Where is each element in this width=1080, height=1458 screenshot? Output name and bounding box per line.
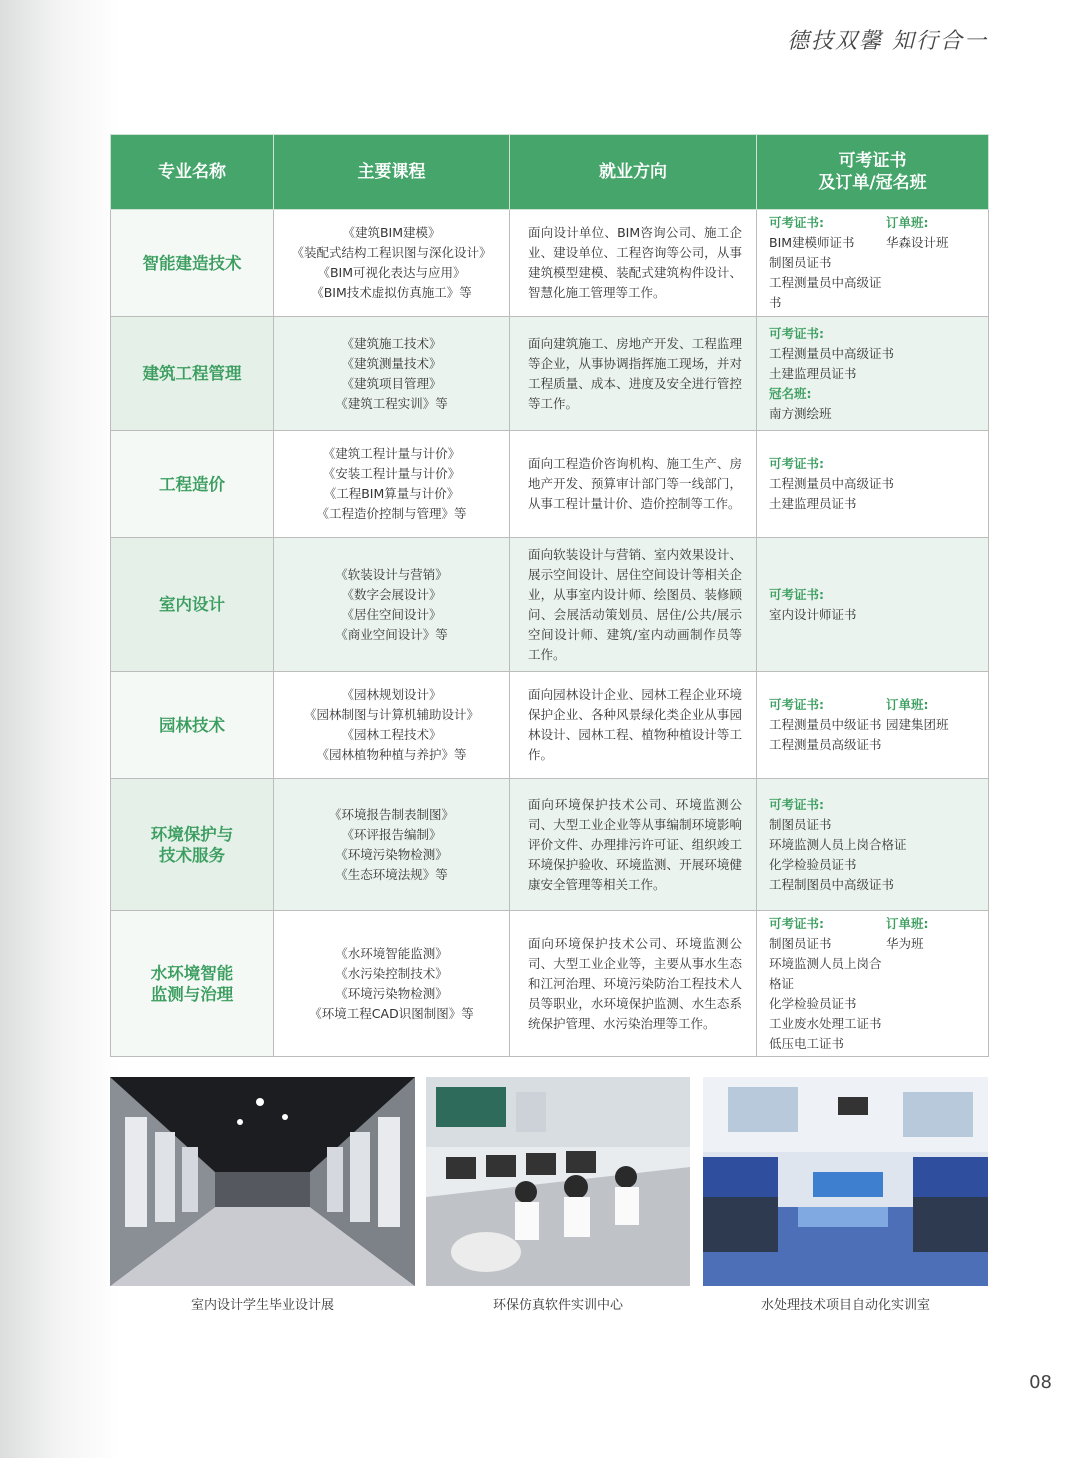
course-item: 《商业空间设计》等: [335, 626, 448, 642]
course-item: 《居住空间设计》: [341, 606, 442, 622]
photo-water-treatment-lab: [703, 1077, 988, 1286]
certificate-item: 化学检验员证书: [769, 995, 857, 1011]
caption-exhibition-hall: 室内设计学生毕业设计展: [190, 1298, 334, 1313]
major-name-line: 监测与治理: [150, 984, 234, 1004]
table-row: [111, 317, 989, 431]
major-name: [111, 538, 274, 672]
certificate-label: 可考证书:: [769, 325, 824, 341]
course-item: 《建筑项目管理》: [341, 375, 442, 391]
major-name-line: 环境保护与: [150, 824, 234, 844]
header-certificates-line2: 及订单/冠名班: [818, 173, 927, 193]
career-direction: 面向建筑施工、房地产开发、工程监理等企业，从事协调指挥施工现场，并对工程质量、成本、进度及安全进行管控等工作。: [510, 317, 757, 431]
order-class-label: 订单班:: [886, 215, 929, 230]
order-class-item: 华森设计班: [886, 235, 949, 250]
course-list: [274, 210, 510, 317]
course-list: [274, 779, 510, 911]
certificate-cell: [757, 911, 989, 1057]
certificate-cell: [757, 538, 989, 672]
certificate-cell: [757, 431, 989, 538]
certificate-item: 工业废水处理工证书: [769, 1015, 882, 1031]
course-item: 《园林工程技术》: [341, 727, 442, 742]
certificate-item: 环境监测人员上岗合格证: [769, 836, 907, 852]
course-item: 《装配式结构工程识图与深化设计》: [291, 245, 492, 260]
majors-table: [110, 134, 989, 1057]
career-direction: 面向环境保护技术公司、环境监测公司、大型工业企业等，主要从事水生态和江河治理、环境污染防治工程技术人员等职业，水环境保护监测、水生态系统保护管理、水污染治理等工作。: [510, 911, 757, 1057]
course-item: 《建筑BIM建模》: [342, 225, 441, 240]
career-direction: 面向园林设计企业、园林工程企业环境保护企业、各种风景绿化类企业从事园林设计、园林工程、植物种植设计等工作。: [510, 672, 757, 779]
certificate-item: 化学检验员证书: [769, 856, 857, 872]
course-item: 《BIM可视化表达与应用》: [317, 265, 466, 280]
major-name-line: 智能建造技术: [142, 253, 242, 273]
certificate-item: 工程测量员高级证书: [769, 737, 882, 752]
course-item: 《园林植物种植与养护》等: [316, 747, 467, 762]
course-list: [274, 672, 510, 779]
certificate-item: 环境监测人员上岗合格证: [769, 955, 882, 991]
course-item: 《建筑施工技术》: [341, 335, 442, 351]
certificate-cell: [757, 672, 989, 779]
course-item: 《BIM技术虚拟仿真施工》等: [311, 285, 472, 300]
course-item: 《水污染控制技术》: [335, 965, 448, 981]
photo-exhibition-hall: [110, 1077, 415, 1286]
header-certificates-line1: 可考证书: [838, 151, 907, 171]
caption-water-treatment-lab: 水处理技术项目自动化实训室: [760, 1298, 930, 1313]
major-name-line: 技术服务: [159, 845, 225, 865]
certificate-item: 土建监理员证书: [769, 365, 857, 381]
course-item: 《建筑工程实训》等: [335, 395, 448, 411]
course-item: 《环境污染物检测》: [335, 846, 448, 862]
table-row: [111, 779, 989, 911]
table-row: [111, 672, 989, 779]
career-direction: 面向环境保护技术公司、环境监测公司、大型工业企业等从事编制环境影响评价文件、办理排污许可证、组织竣工环境保护验收、环境监测、开展环境健康安全管理等相关工作。: [510, 779, 757, 911]
header-career-direction: 就业方向: [510, 135, 757, 210]
course-item: 《园林制图与计算机辅助设计》: [303, 707, 479, 722]
certificate-item: 室内设计师证书: [769, 606, 857, 622]
course-item: 《工程BIM算量与计价》: [323, 486, 460, 501]
majors-table-wrap: [110, 134, 988, 1057]
career-direction: 面向软装设计与营销、室内效果设计、展示空间设计、居住空间设计等相关企业，从事室内设计师、绘图员、装修顾问、会展活动策划员、居住/公共/展示空间设计师、建筑/室内动画制作员等工作。: [510, 538, 757, 672]
table-row: [111, 210, 989, 317]
certificate-label: 可考证书:: [769, 697, 824, 712]
order-class-label: 订单班:: [886, 915, 929, 931]
course-item: 《数字会展设计》: [341, 586, 442, 602]
course-list: [274, 538, 510, 672]
course-list: [274, 431, 510, 538]
order-class-item: 华为班: [886, 935, 924, 951]
certificate-cell: [757, 779, 989, 911]
photo-simulation-lab: [426, 1077, 690, 1286]
certificate-item: 制图员证书: [769, 816, 832, 832]
course-item: 《环评报告编制》: [341, 826, 442, 842]
course-item: 《生态环境法规》等: [335, 866, 448, 882]
table-row: [111, 911, 989, 1057]
course-item: 《环境工程CAD识图制图》等: [309, 1005, 474, 1021]
certificate-item: 工程测量员中高级证书: [769, 476, 895, 491]
table-header-row: [111, 135, 989, 210]
certificate-label: 可考证书:: [769, 456, 824, 471]
major-name: [111, 779, 274, 911]
course-list: [274, 317, 510, 431]
certificate-item: 制图员证书: [769, 935, 832, 951]
table-row: [111, 538, 989, 672]
certificate-item: 工程制图员中高级证书: [769, 876, 895, 892]
major-name: [111, 431, 274, 538]
certificate-cell: [757, 317, 989, 431]
order-class-item: 园建集团班: [886, 717, 949, 732]
certificate-item: BIM建模师证书: [769, 235, 855, 250]
page-number: 08: [1029, 1372, 1052, 1393]
header-main-courses: 主要课程: [274, 135, 510, 210]
major-name-line: 园林技术: [159, 715, 225, 735]
caption-simulation-lab: 环保仿真软件实训中心: [492, 1298, 623, 1313]
certificate-label: 可考证书:: [769, 796, 824, 812]
certificate-label: 可考证书:: [769, 215, 824, 230]
course-item: 《园林规划设计》: [341, 687, 442, 702]
course-item: 《建筑测量技术》: [341, 355, 442, 371]
major-name: [111, 317, 274, 431]
major-name: [111, 210, 274, 317]
course-item: 《水环境智能监测》: [335, 945, 448, 961]
certificate-item: 工程测量员中高级证书: [769, 345, 895, 361]
certificate-item: 土建监理员证书: [769, 496, 857, 511]
certificate-cell: [757, 210, 989, 317]
course-item: 《软装设计与营销》: [335, 566, 448, 582]
major-name-line: 水环境智能: [150, 963, 234, 983]
certificate-item: 制图员证书: [769, 255, 832, 270]
course-item: 《工程造价控制与管理》等: [316, 506, 467, 521]
course-item: 《环境污染物检测》: [335, 985, 448, 1001]
major-name-line: 室内设计: [159, 595, 225, 614]
certificate-item: 低压电工证书: [769, 1035, 845, 1051]
table-row: [111, 431, 989, 538]
certificate-item: 工程测量员中级证书: [769, 717, 882, 732]
course-list: [274, 911, 510, 1057]
certificate-label: 可考证书:: [769, 586, 824, 602]
named-class-label: 冠名班:: [769, 385, 812, 401]
career-direction: 面向工程造价咨询机构、施工生产、房地产开发、预算审计部门等一线部门，从事工程计量计价、造价控制等工作。: [510, 431, 757, 538]
major-name: [111, 911, 274, 1057]
career-direction: 面向设计单位、BIM咨询公司、施工企业、建设单位、工程咨询等公司，从事建筑模型建模、装配式建筑构件设计、智慧化施工管理等工作。: [510, 210, 757, 317]
named-class-item: 南方测绘班: [769, 405, 832, 421]
order-class-label: 订单班:: [886, 697, 929, 712]
course-item: 《环境报告制表制图》: [328, 806, 454, 822]
major-name-line: 建筑工程管理: [142, 364, 242, 383]
certificate-label: 可考证书:: [769, 915, 824, 931]
photo-strip: [110, 1077, 988, 1287]
course-item: 《安装工程计量与计价》: [322, 466, 461, 481]
header-certificates: [757, 135, 989, 210]
major-name: [111, 672, 274, 779]
header-major-name: 专业名称: [111, 135, 274, 210]
certificate-item: 工程测量员中高级证书: [769, 275, 882, 310]
major-name-line: 工程造价: [159, 474, 225, 494]
course-item: 《建筑工程计量与计价》: [322, 446, 461, 461]
school-motto: 德技双馨 知行合一: [787, 29, 988, 54]
